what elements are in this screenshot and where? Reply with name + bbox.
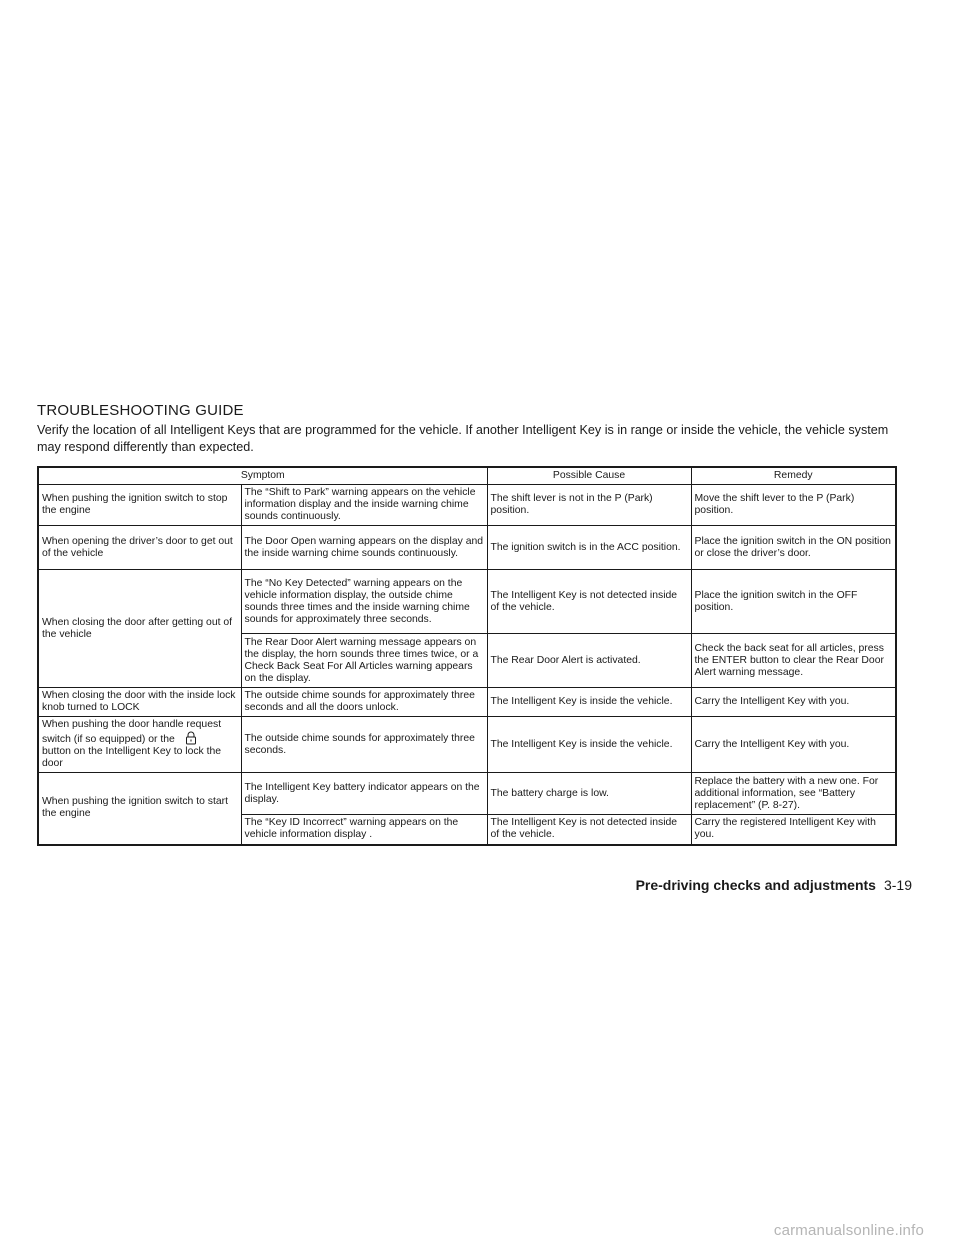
troubleshooting-table: [37, 466, 897, 846]
header-remedy: Remedy: [691, 467, 896, 485]
possible-cause-cell: The battery charge is low.: [487, 773, 691, 815]
condition-cell: The Door Open warning appears on the display and the inside warning chime sounds continuously.: [241, 526, 487, 570]
remedy-cell: Check the back seat for all articles, press the ENTER button to clear the Rear Door Alert warning message.: [691, 634, 896, 688]
possible-cause-cell: The Intelligent Key is inside the vehicle.: [487, 717, 691, 773]
symptom-cell: When pushing the ignition switch to stop the engine: [38, 485, 241, 526]
remedy-cell: Place the ignition switch in the OFF position.: [691, 570, 896, 634]
remedy-cell: Carry the Intelligent Key with you.: [691, 717, 896, 773]
remedy-cell: Replace the battery with a new one. For additional information, see “Battery replacement” (P. 8-27).: [691, 773, 896, 815]
page-number: 3-19: [883, 877, 912, 893]
symptom-text-end: button on the Intelligent Key to lock the door: [42, 746, 222, 769]
remedy-cell: Carry the Intelligent Key with you.: [691, 688, 896, 717]
symptom-cell: [38, 717, 241, 773]
remedy-cell: Carry the registered Intelligent Key with you.: [691, 815, 896, 845]
possible-cause-cell: The ignition switch is in the ACC position.: [487, 526, 691, 570]
possible-cause-cell: The Intelligent Key is inside the vehicle.: [487, 688, 691, 717]
table-row: [38, 485, 896, 526]
remedy-cell: Move the shift lever to the P (Park) position.: [691, 485, 896, 526]
possible-cause-cell: The shift lever is not in the P (Park) position.: [487, 485, 691, 526]
page-footer: [636, 877, 912, 893]
condition-cell: The Intelligent Key battery indicator appears on the display.: [241, 773, 487, 815]
watermark: carmanualsonline.info: [773, 1222, 924, 1239]
condition-cell: The “No Key Detected” warning appears on the vehicle information display, the outside chime sounds three times and the inside warning chime sounds for approximately three seconds.: [241, 570, 487, 634]
header-possible-cause: Possible Cause: [487, 467, 691, 485]
chapter-title: Pre-driving checks and adjustments: [635, 877, 876, 893]
condition-cell: The “Shift to Park” warning appears on the vehicle information display and the inside warning chime sounds continuously.: [241, 485, 487, 526]
condition-cell: The outside chime sounds for approximately three seconds and all the doors unlock.: [241, 688, 487, 717]
symptom-cell: When opening the driver’s door to get out of the vehicle: [38, 526, 241, 570]
condition-cell: The outside chime sounds for approximately three seconds.: [241, 717, 487, 773]
table-row: [38, 773, 896, 815]
intro-paragraph: Verify the location of all Intelligent Keys that are programmed for the vehicle. If another Intelligent Key is in range or inside the vehicle, the vehicle system may respond differently than expected.: [37, 423, 889, 454]
symptom-cell: When pushing the ignition switch to start the engine: [38, 773, 241, 845]
table-row: [38, 526, 896, 570]
table-row: [38, 688, 896, 717]
header-symptom: Symptom: [38, 467, 487, 485]
possible-cause-cell: The Rear Door Alert is activated.: [487, 634, 691, 688]
table-header-row: [38, 467, 896, 485]
remedy-cell: Place the ignition switch in the ON position or close the driver’s door.: [691, 526, 896, 570]
symptom-text-start: When pushing the door handle request switch (if so equipped) or the: [42, 719, 222, 745]
lock-icon: [185, 731, 197, 745]
condition-cell: The Rear Door Alert warning message appears on the display, the horn sounds three times twice, or a Check Back Seat For All Articles warning appears on the display.: [241, 634, 487, 688]
possible-cause-cell: The Intelligent Key is not detected inside of the vehicle.: [487, 815, 691, 845]
condition-cell: The “Key ID Incorrect” warning appears on the vehicle information display .: [241, 815, 487, 845]
possible-cause-cell: The Intelligent Key is not detected inside of the vehicle.: [487, 570, 691, 634]
section-title: TROUBLESHOOTING GUIDE: [37, 402, 244, 419]
table-row: [38, 570, 896, 634]
symptom-cell: When closing the door after getting out of the vehicle: [38, 570, 241, 688]
symptom-cell: When closing the door with the inside lock knob turned to LOCK: [38, 688, 241, 717]
table-row: [38, 717, 896, 773]
